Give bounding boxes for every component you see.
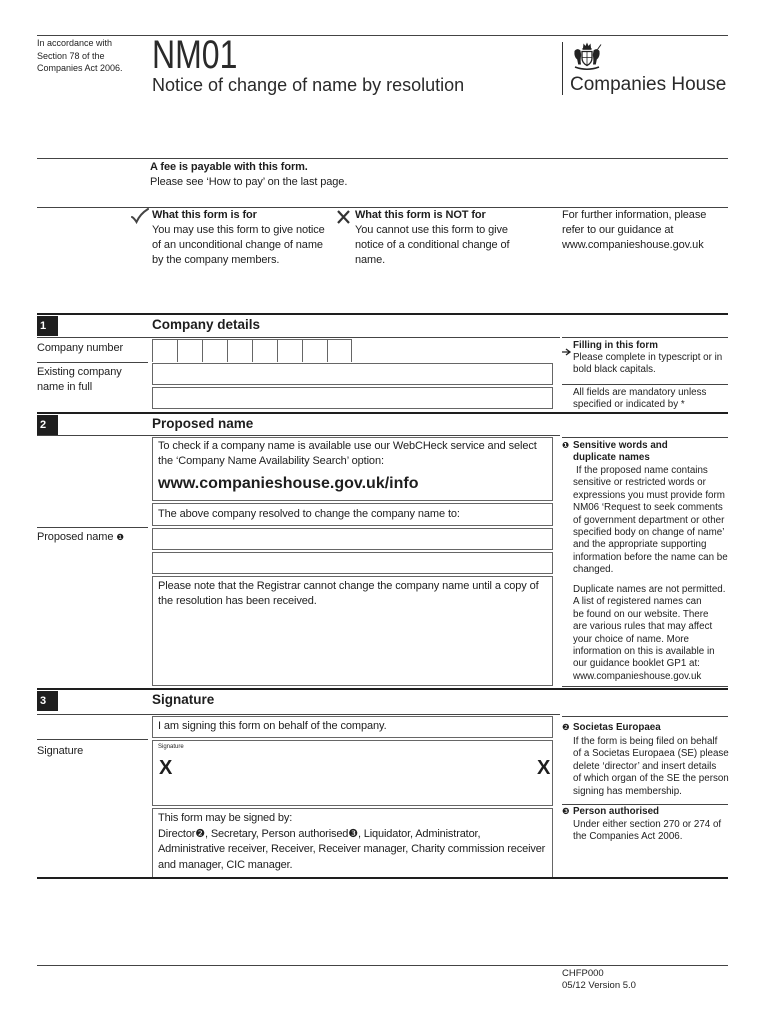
note-body [573,819,721,844]
note-line: information before the name can be [573,551,728,563]
existing-name-label-line: name in full [37,381,93,393]
form-title: Notice of change of name by resolution [152,75,465,95]
form-code: NM01 [152,33,238,77]
signature-box-label: Signature [158,744,184,750]
divider [37,714,560,715]
company-number-digit-cell[interactable] [277,339,302,362]
sensitive-words-note [562,437,728,687]
sign-here-mark: X [159,757,173,779]
company-number-digit-cell[interactable] [202,339,227,362]
signatories-text [158,811,545,873]
note-line: information on this is available in [573,646,715,658]
further-info-line: refer to our guidance at [562,224,674,236]
note-marker: ❷ [562,723,570,733]
note-line: and the appropriate supporting [573,539,707,551]
name-check-link[interactable]: www.companieshouse.gov.uk/info [158,475,419,492]
duplicate-names-note [573,584,725,683]
note-title: Societas Europaea [573,722,661,733]
filling-in-note [562,337,728,413]
section-number: 2 [37,415,58,435]
note-body [573,465,728,577]
note-line: of government department or other [573,514,725,526]
fee-title: A fee is payable with this form. [150,161,308,173]
section-title: Company details [152,317,261,332]
divider [562,804,728,805]
note-line: of a Societas Europaea (SE) please [573,748,729,760]
note-title-line: Sensitive words and [573,440,668,451]
footer-rule [37,965,728,966]
company-number-input[interactable] [152,339,353,362]
existing-name-field[interactable] [152,363,553,385]
company-number-digit-cell[interactable] [302,339,327,362]
name-check-line: the ‘Company Name Availability Search’ option: [158,455,384,467]
company-number-digit-cell[interactable] [327,339,352,362]
signatories-panel [152,808,553,878]
check-icon [131,208,149,229]
legal-reference-line: Companies Act 2006. [37,63,123,73]
note-line: NM06 ‘Request to seek comments [573,502,723,514]
top-rule [37,35,728,36]
signatories-line: Administrative receiver, Receiver, Receiver manager, Charity commission receiver [158,843,546,855]
form-not-purpose-line: You cannot use this form to give [355,224,508,236]
note-marker: ❶ [116,533,124,543]
signature-notes [562,716,728,846]
company-number-digit-cell[interactable] [227,339,252,362]
note-line: Please complete in typescript or in [573,352,723,363]
note-line: If the proposed name contains [576,465,708,476]
signature-label: Signature [37,745,84,757]
note-line: If the form is being filed on behalf [573,736,718,747]
section-rule [37,688,728,690]
further-info [562,208,706,253]
form-purpose-line: of an unconditional change of name [152,239,323,251]
cross-icon [337,210,350,229]
note-line: are various rules that may affect [573,621,713,633]
section-title: Proposed name [152,416,254,431]
resolution-panel [152,503,553,526]
company-number-digit-cell[interactable] [252,339,277,362]
existing-name-label-line: Existing company [37,366,122,378]
footer-version: 05/12 Version 5.0 [562,980,636,991]
sign-here-mark: X [537,757,551,779]
note-line: changed. [573,564,614,576]
registrar-note [158,579,539,609]
signature-field[interactable] [152,740,553,806]
divider [37,337,560,338]
footer-code: CHFP000 [562,968,604,979]
divider [37,527,148,528]
note-heading [562,440,569,452]
company-number-digit-cell[interactable] [177,339,202,362]
signatories-line: and manager, CIC manager. [158,858,293,871]
filling-in-note-title: Filling in this form [573,340,658,351]
name-check-line: To check if a company name is available use our WebCHeck service and select [158,440,537,452]
section-number: 3 [37,691,58,711]
further-info-link[interactable]: www.companieshouse.gov.uk [562,239,704,251]
name-check-panel [152,437,553,501]
note-line: specified or indicated by * [573,399,685,411]
note-line: A list of registered names can [573,596,702,608]
org-name: Companies House [570,74,727,95]
footer-info [562,968,636,992]
fee-text: Please see ‘How to pay’ on the last page. [150,176,348,188]
section-rule [37,877,728,879]
form-not-purpose-title: What this form is NOT for [355,209,486,221]
company-number-label: Company number [37,342,124,354]
divider [37,739,148,740]
note-line: specified body on change of name’ [573,527,725,539]
form-not-purpose-line: notice of a conditional change of [355,239,510,251]
name-check-text [158,439,537,469]
divider [37,158,728,159]
form-purpose [152,208,325,268]
form-purpose-line: You may use this form to give notice [152,224,325,236]
note-line: signing has membership. [573,785,682,797]
divider [37,362,148,363]
section-title: Signature [152,692,215,707]
proposed-name-label-text: Proposed name [37,531,114,543]
legal-reference [37,37,123,75]
note-line: expressions you must provide form [573,489,725,501]
mandatory-note [573,387,706,412]
signatories-line: Director❷, Secretary, Person authorised❸, Liquidator, Administrator, [158,827,481,840]
note-line: of which organ of the SE the person [573,773,729,785]
proposed-name-field[interactable] [152,528,553,550]
section-rule [37,412,728,414]
section-rule [37,313,728,315]
note-line: delete ‘director’ and insert details [573,760,717,772]
note-link[interactable]: www.companieshouse.gov.uk [573,670,702,682]
existing-name-field[interactable] [152,387,553,409]
form-not-purpose [355,208,509,268]
registrar-note-panel [152,576,553,686]
note-line: sensitive or restricted words or [573,477,706,489]
registrar-note-line: Please note that the Registrar cannot change the company name until a copy of [158,580,539,592]
form-purpose-title: What this form is for [152,209,257,221]
behalf-panel [152,716,553,738]
resolution-text: The above company resolved to change the company name to: [158,508,460,520]
proposed-name-label [37,530,124,546]
note-line: the Companies Act 2006. [573,831,683,843]
section-number: 1 [37,316,58,336]
legal-reference-line: Section 78 of the [37,50,105,61]
note-marker: ❸ [562,807,570,817]
arrow-right-icon [562,343,572,361]
note-body [573,736,729,798]
company-number-digit-cell[interactable] [152,339,177,362]
existing-name-label [37,365,122,395]
note-line: Duplicate names are not permitted. [573,584,726,595]
divider [562,384,728,385]
legal-reference-line: In accordance with [37,38,113,48]
note-line: be found on our website. There [573,608,709,620]
note-title [573,440,668,465]
note-line: bold black capitals. [573,364,656,376]
note-marker: ❶ [562,441,570,451]
royal-crest-icon [571,41,603,77]
form-not-purpose-line: name. [355,254,386,266]
proposed-name-field[interactable] [152,552,553,574]
divider [37,435,560,436]
signatories-line: This form may be signed by: [158,812,293,824]
further-info-line: For further information, please [562,209,707,221]
note-title: Person authorised [573,806,660,817]
form-purpose-line: by the company members. [152,254,280,266]
note-line: All fields are mandatory unless [573,387,707,398]
note-line: our guidance booklet GP1 at: [573,658,700,670]
filling-in-note-text [573,352,722,377]
note-title-line: duplicate names [573,452,650,464]
logo-divider [562,42,563,95]
registrar-note-line: the resolution has been received. [158,595,317,607]
note-line: your choice of name. More [573,633,689,645]
behalf-text: I am signing this form on behalf of the company. [158,720,387,732]
note-line: Under either section 270 or 274 of [573,819,722,830]
